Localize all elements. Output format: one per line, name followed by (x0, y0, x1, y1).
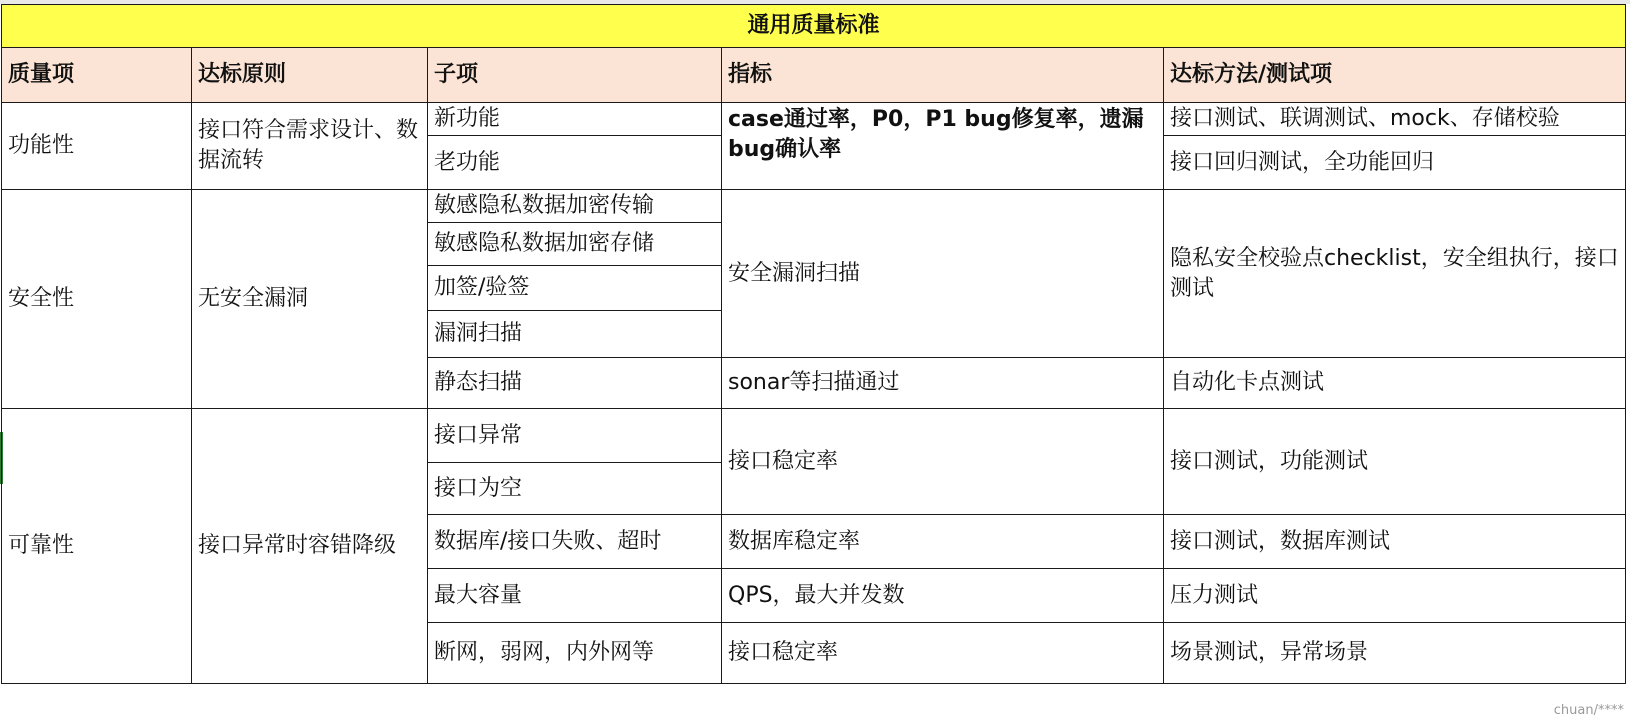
cell-security-method-checklist[interactable]: 隐私安全校验点checklist，安全组执行，接口测试 (1164, 190, 1626, 358)
cell-sub-db-timeout[interactable]: 数据库/接口失败、超时 (428, 515, 722, 569)
cell-reliability-metric-1[interactable]: 接口稳定率 (722, 409, 1164, 515)
cell-reliability-metric-2[interactable]: 数据库稳定率 (722, 515, 1164, 569)
quality-standard-table (1, 4, 1626, 684)
cell-reliability-method-1[interactable]: 接口测试，功能测试 (1164, 409, 1626, 515)
header-quality-item[interactable]: 质量项 (2, 48, 192, 103)
cell-sub-api-empty[interactable]: 接口为空 (428, 463, 722, 515)
cell-functional-item[interactable]: 功能性 (2, 103, 192, 190)
cell-sub-sign-verify[interactable]: 加签/验签 (428, 266, 722, 311)
cell-functional-principle[interactable]: 接口符合需求设计、数据流转 (192, 103, 428, 190)
cell-sub-encrypt-store[interactable]: 敏感隐私数据加密存储 (428, 223, 722, 266)
cell-security-item[interactable]: 安全性 (2, 190, 192, 409)
table-title[interactable]: 通用质量标准 (2, 5, 1626, 48)
cell-security-metric-sonar[interactable]: sonar等扫描通过 (722, 358, 1164, 409)
cell-reliability-metric-4[interactable]: 接口稳定率 (722, 623, 1164, 684)
cell-functional-method-1[interactable]: 接口测试、联调测试、mock、存储校验 (1164, 103, 1626, 136)
cell-reliability-method-3[interactable]: 压力测试 (1164, 569, 1626, 623)
cell-sub-vuln-scan[interactable]: 漏洞扫描 (428, 311, 722, 358)
header-principle[interactable]: 达标原则 (192, 48, 428, 103)
cell-sub-old-feature[interactable]: 老功能 (428, 136, 722, 190)
cell-sub-static-scan[interactable]: 静态扫描 (428, 358, 722, 409)
cell-reliability-method-2[interactable]: 接口测试，数据库测试 (1164, 515, 1626, 569)
cell-security-metric-scan[interactable]: 安全漏洞扫描 (722, 190, 1164, 358)
cell-reliability-method-4[interactable]: 场景测试，异常场景 (1164, 623, 1626, 684)
header-method[interactable]: 达标方法/测试项 (1164, 48, 1626, 103)
cell-security-principle[interactable]: 无安全漏洞 (192, 190, 428, 409)
cell-sub-api-exception[interactable]: 接口异常 (428, 409, 722, 463)
cell-security-method-auto[interactable]: 自动化卡点测试 (1164, 358, 1626, 409)
cell-sub-network[interactable]: 断网，弱网，内外网等 (428, 623, 722, 684)
cell-functional-metric[interactable]: case通过率，P0，P1 bug修复率，遗漏bug确认率 (722, 103, 1164, 190)
cell-sub-encrypt-transmit[interactable]: 敏感隐私数据加密传输 (428, 190, 722, 223)
cell-reliability-item[interactable]: 可靠性 (2, 409, 192, 684)
header-metric[interactable]: 指标 (722, 48, 1164, 103)
cell-sub-new-feature[interactable]: 新功能 (428, 103, 722, 136)
cell-functional-method-2[interactable]: 接口回归测试，全功能回归 (1164, 136, 1626, 190)
header-sub-item[interactable]: 子项 (428, 48, 722, 103)
cell-reliability-metric-3[interactable]: QPS，最大并发数 (722, 569, 1164, 623)
cell-reliability-principle[interactable]: 接口异常时容错降级 (192, 409, 428, 684)
cell-sub-max-capacity[interactable]: 最大容量 (428, 569, 722, 623)
watermark: chuan/**** (1553, 703, 1624, 718)
